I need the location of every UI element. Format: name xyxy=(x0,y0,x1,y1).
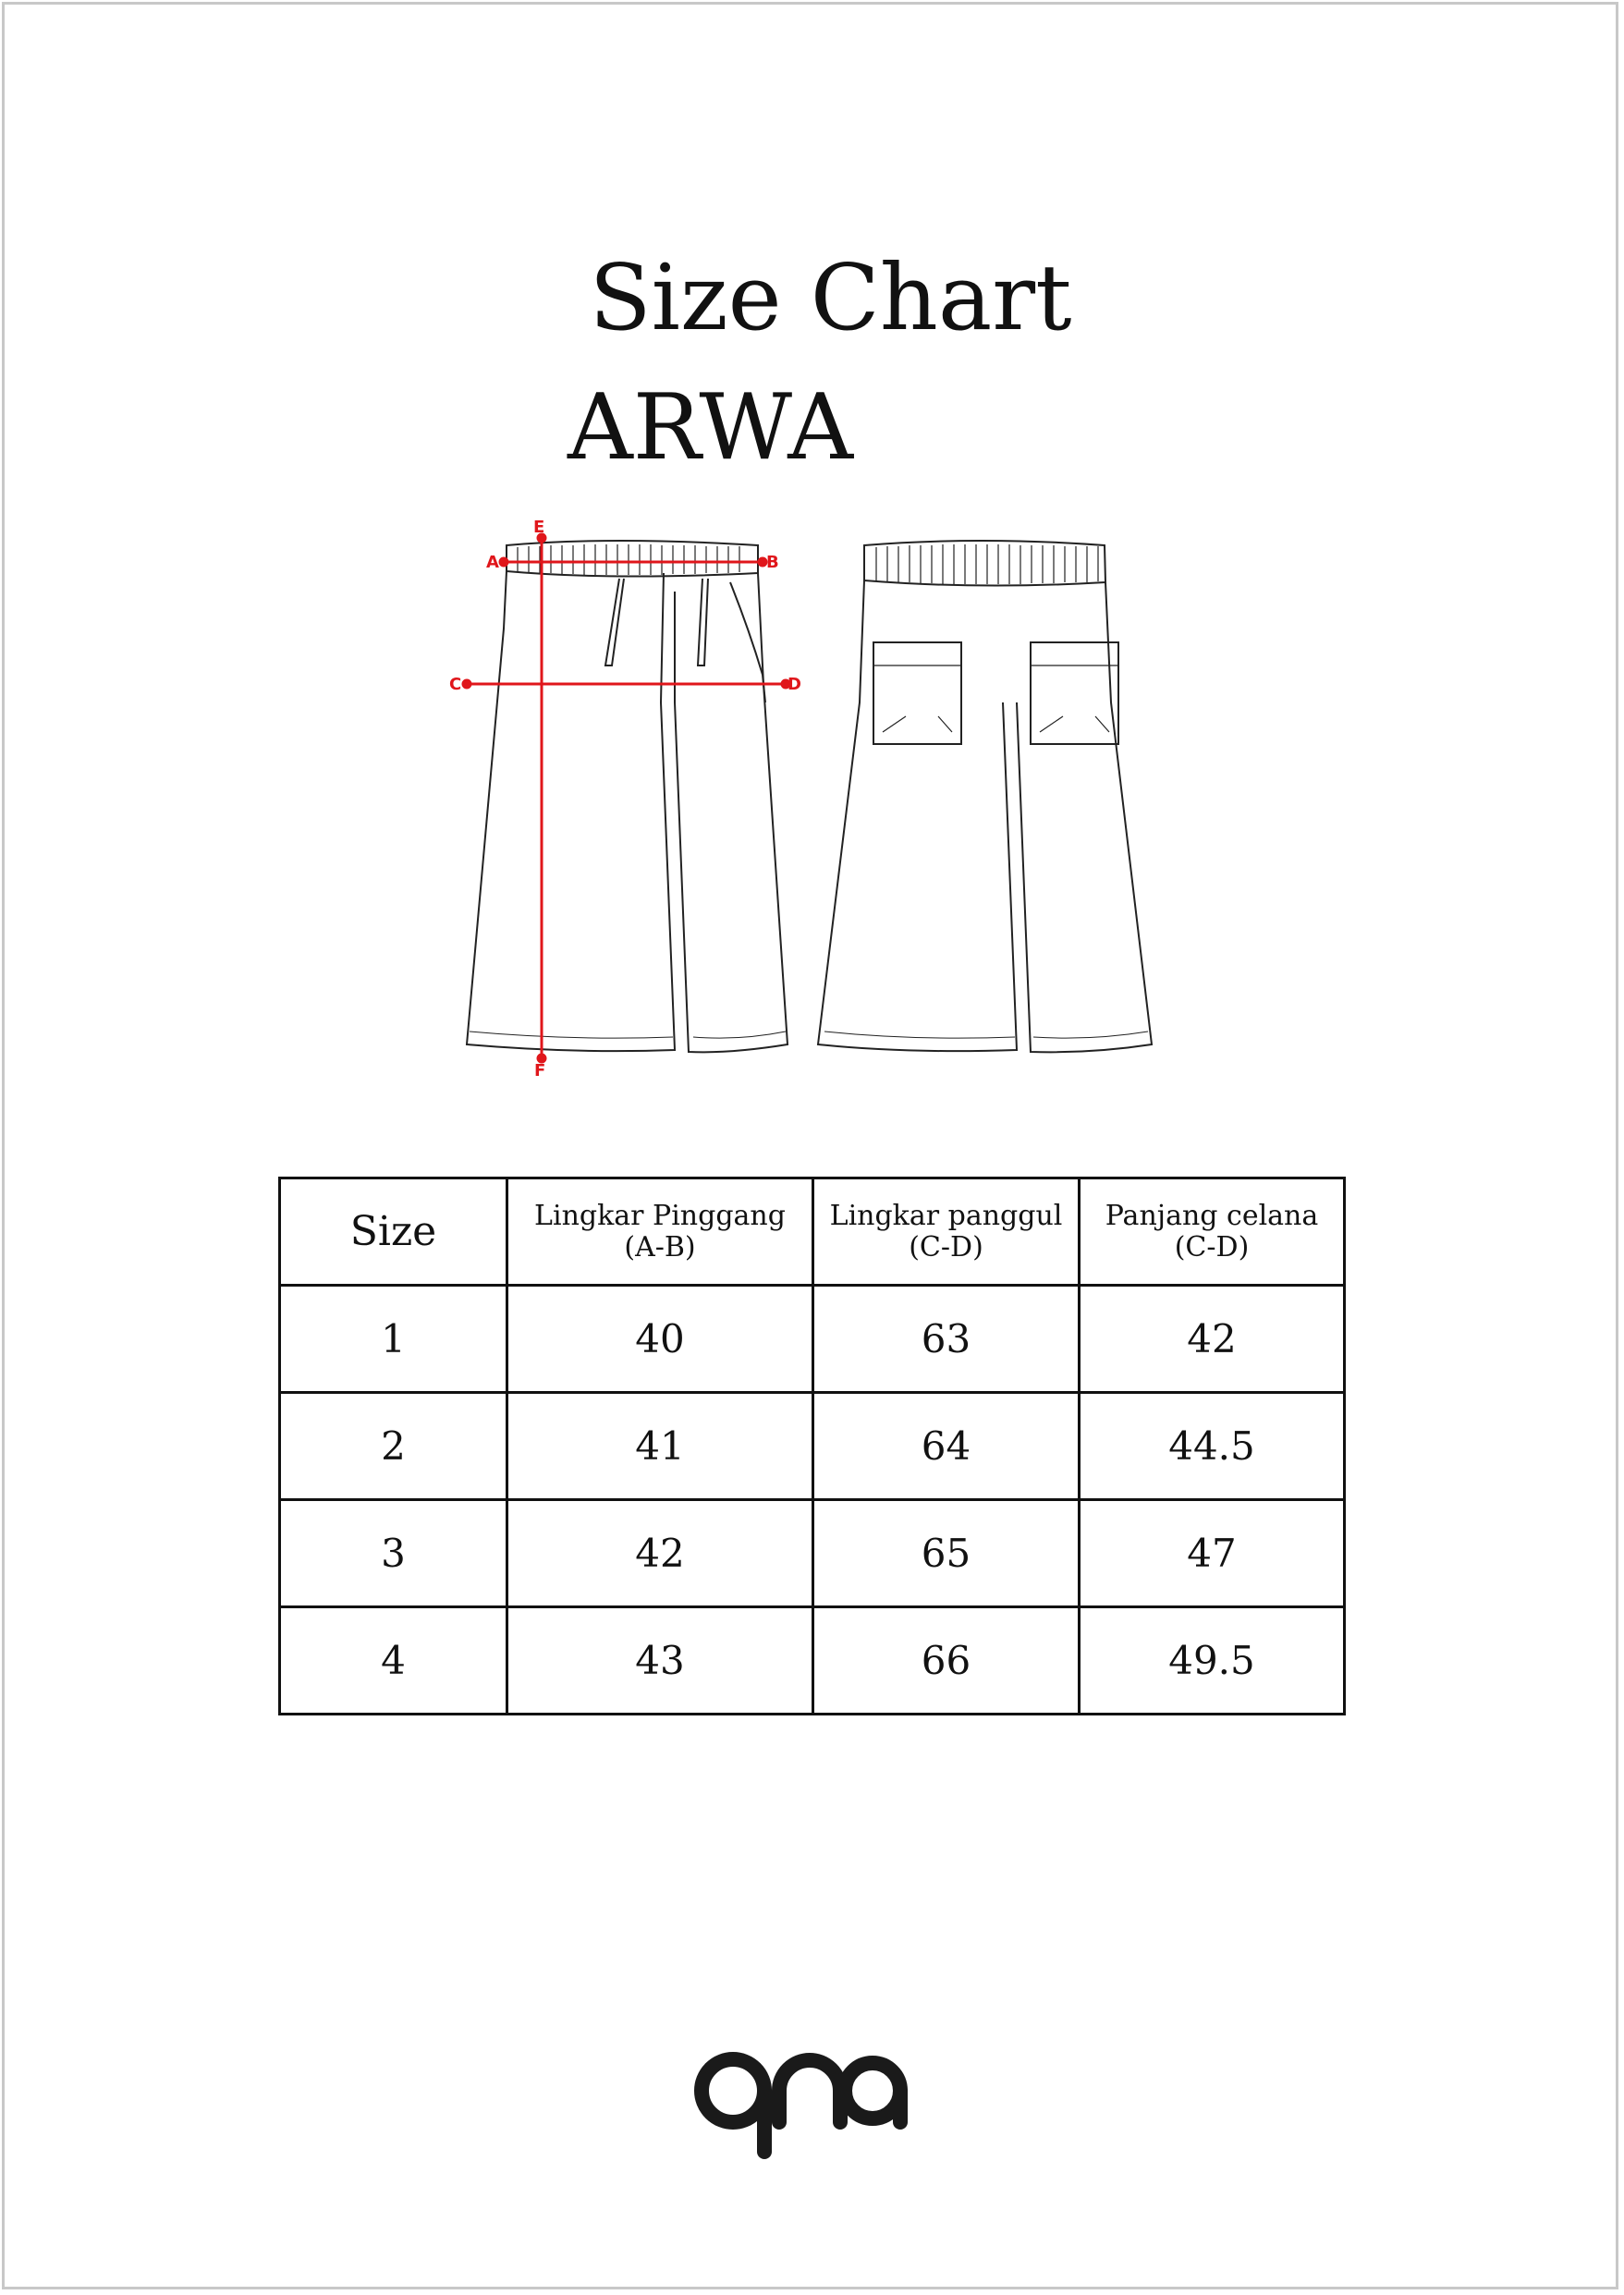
cell-waist: 42 xyxy=(507,1500,813,1607)
cell-size: 3 xyxy=(280,1500,507,1607)
label-e: E xyxy=(533,518,545,537)
cell-waist: 40 xyxy=(507,1286,813,1393)
cell-length: 49.5 xyxy=(1080,1607,1345,1715)
header-waist-name: Lingkar Pinggang xyxy=(534,1199,786,1232)
label-a: A xyxy=(486,553,499,572)
front-view-pants xyxy=(467,541,788,1052)
brand-logo xyxy=(691,2033,913,2163)
table-row xyxy=(280,1393,1345,1500)
product-name: ARWA xyxy=(567,375,854,481)
header-length-code: (C-D) xyxy=(1174,1230,1250,1263)
header-hip xyxy=(813,1178,1080,1286)
cell-hip: 63 xyxy=(813,1286,1080,1393)
cell-waist: 41 xyxy=(507,1393,813,1500)
page-title: Size Chart xyxy=(589,246,1072,351)
header-size: Size xyxy=(280,1178,507,1286)
cell-waist: 43 xyxy=(507,1607,813,1715)
cell-length: 42 xyxy=(1080,1286,1345,1393)
cell-length: 44.5 xyxy=(1080,1393,1345,1500)
size-table xyxy=(278,1177,1346,1715)
cell-hip: 65 xyxy=(813,1500,1080,1607)
header-length-name: Panjang celana xyxy=(1105,1199,1319,1232)
header-length xyxy=(1080,1178,1345,1286)
measurement-lines xyxy=(463,534,789,1062)
back-view-pants xyxy=(818,541,1152,1052)
label-b: B xyxy=(766,553,779,572)
cell-size: 2 xyxy=(280,1393,507,1500)
table-row xyxy=(280,1607,1345,1715)
cell-hip: 64 xyxy=(813,1393,1080,1500)
table-row xyxy=(280,1286,1345,1393)
label-c: C xyxy=(449,675,462,694)
cell-size: 1 xyxy=(280,1286,507,1393)
label-f: F xyxy=(534,1061,546,1080)
table-header-row xyxy=(280,1178,1345,1286)
table-row xyxy=(280,1500,1345,1607)
label-d: D xyxy=(788,675,801,694)
header-waist-code: (A-B) xyxy=(624,1230,696,1263)
cell-size: 4 xyxy=(280,1607,507,1715)
header-hip-name: Lingkar panggul xyxy=(829,1199,1063,1232)
header-waist xyxy=(507,1178,813,1286)
header-hip-code: (C-D) xyxy=(909,1230,983,1263)
cell-hip: 66 xyxy=(813,1607,1080,1715)
cell-length: 47 xyxy=(1080,1500,1345,1607)
pants-measurement-diagram xyxy=(425,518,1239,1081)
